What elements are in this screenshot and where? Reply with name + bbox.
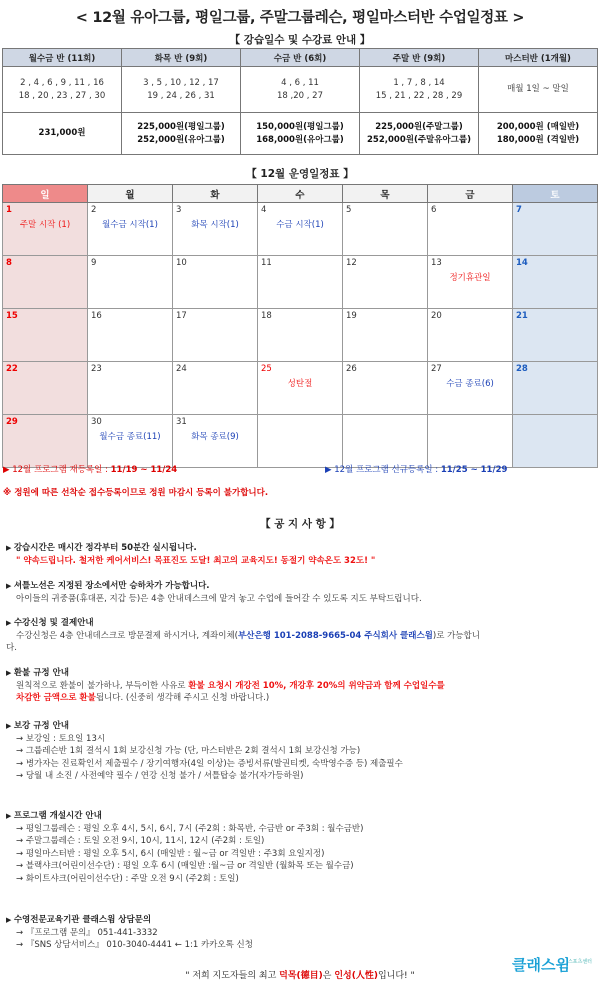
- calendar-day-cell: [88, 362, 173, 415]
- calendar-day-cell: [513, 256, 598, 309]
- page-title: < 12월 유아그룹, 평일그룹, 주말그룹레슨, 평일마스터반 수업일정표 >: [75, 10, 525, 26]
- calendar-day-number: 27: [431, 364, 442, 374]
- calendar-day-number: 13: [431, 258, 442, 268]
- fees-price-cell: 200,000원 (매일반) 180,000원 (격일반): [479, 113, 598, 155]
- calendar-week-row: [3, 415, 598, 468]
- calendar-week-row: [3, 203, 598, 256]
- calendar-day-cell: [88, 256, 173, 309]
- calendar-day-number: 18: [261, 311, 272, 321]
- fees-header: 수금 반 (6회): [241, 49, 360, 67]
- capacity-warning: ※ 정원에 따른 선착순 접수등록이므로 정원 마감시 등록이 불가합니다.: [3, 488, 269, 498]
- calendar-day-cell: [343, 309, 428, 362]
- calendar-day-cell: [173, 203, 258, 256]
- calendar-day-cell: [343, 362, 428, 415]
- calendar-day-cell: [513, 203, 598, 256]
- calendar-day-number: 7: [516, 205, 522, 215]
- calendar-day-cell: [428, 256, 513, 309]
- calendar-day-number: 3: [176, 205, 182, 215]
- calendar-event: 화목 종료(9): [191, 432, 239, 442]
- fees-price-cell: 225,000원(주말그룹) 252,000원(주말유아그룹): [360, 113, 479, 155]
- notice-title: 【 공 지 사 항 】: [260, 518, 340, 530]
- weekday-fri: 금: [428, 185, 513, 203]
- calendar-event: 성탄절: [287, 379, 313, 389]
- calendar-week-row: [3, 309, 598, 362]
- calendar-day-cell: [258, 203, 343, 256]
- calendar-day-number: 17: [176, 311, 187, 321]
- weekday-thu: 목: [343, 185, 428, 203]
- calendar-day-number: 19: [346, 311, 357, 321]
- notice-makeup: ▶ 보강 규정 안내 → 보강일 : 토요일 13시 → 그룹레슨반 1회 결석시 1회 보강신청 가능 (단, 마스터반은 2회 결석시 1회 보강신청 가능) → 병가자는 진료확인서 제출필수 / 장기여행자(4일 이상)는 증빙서류(발권티켓, 숙박영수증 등) 제출필수 → 당월 내 소진 / 사전예약 필수 / 연강 신청 불가 / 셔틀탑승 불가(자가등하원): [6, 720, 596, 783]
- calendar-day-number: 1: [6, 205, 12, 215]
- calendar-day-number: 4: [261, 205, 267, 215]
- fees-days-cell: 4 , 6 , 11 18 ,20 , 27: [241, 67, 360, 113]
- fees-price-cell: 225,000원(평일그룹) 252,000원(유아그룹): [122, 113, 241, 155]
- calendar-day-cell: [88, 415, 173, 468]
- calendar-event: 화목 시작(1): [191, 220, 239, 230]
- notice-lesson-time: ▶ 강습시간은 매시간 정각부터 50분간 실시됩니다. " 약속드립니다. 철저한 케어서비스! 목표진도 도달! 최고의 교육지도! 동절기 약속온도 32도! ": [6, 542, 596, 567]
- calendar-day-number: 25: [261, 364, 272, 374]
- calendar-day-cell: [258, 309, 343, 362]
- calendar-day-number: 22: [6, 364, 18, 374]
- fees-price-cell: 231,000원: [3, 113, 122, 155]
- calendar-day-cell: [428, 203, 513, 256]
- calendar-day-number: 28: [516, 364, 528, 374]
- calendar-day-cell: [3, 415, 88, 468]
- fees-header-row: [3, 49, 598, 67]
- calendar-day-number: 11: [261, 258, 272, 268]
- calendar-day-number: 26: [346, 364, 357, 374]
- calendar-day-number: 23: [91, 364, 102, 374]
- calendar-day-number: 14: [516, 258, 528, 268]
- notice-refund: ▶ 환불 규정 안내 원칙적으로 환불이 불가하나, 부득이한 사유로 환불 요청시 개강전 10%, 개강후 20%의 위약금과 함께 수업일수를 차감한 금액으로 환불됩니다. (신중히 생각해 주시고 신청 바랍니다.): [6, 667, 596, 705]
- fees-header: 마스터반 (1개월): [479, 49, 598, 67]
- calendar-table: [2, 184, 598, 468]
- calendar-day-cell: [173, 415, 258, 468]
- calendar-day-cell: [173, 309, 258, 362]
- calendar-section-title: 【 12월 운영일정표 】: [246, 168, 354, 180]
- fees-days-cell: 3 , 5 , 10 , 12 , 17 19 , 24 , 26 , 31: [122, 67, 241, 113]
- notice-shuttle: ▶ 셔틀노선은 지정된 장소에서만 승하차가 가능합니다. 아이들의 귀중품(휴대폰, 지갑 등)은 4층 안내데스크에 맡겨 놓고 수업에 들어갈 수 있도록 지도 부탁드립니다.: [6, 580, 596, 605]
- notice-payment: ▶ 수강신청 및 결제안내 수강신청은 4층 안내데스크로 방문결제 하시거나, 계좌이체(부산은행 101-2088-9665-04 주식회사 클래스윔)로 가능합니 다.: [6, 617, 596, 655]
- calendar-day-number: 10: [176, 258, 187, 268]
- calendar-day-cell: [258, 362, 343, 415]
- calendar-day-cell: [173, 256, 258, 309]
- calendar-day-number: 8: [6, 258, 12, 268]
- calendar-week-row: [3, 256, 598, 309]
- weekday-sun: 일: [3, 185, 88, 203]
- calendar-event: 월수금 종료(11): [99, 432, 161, 442]
- calendar-day-cell: [258, 415, 343, 468]
- calendar-day-cell: [3, 203, 88, 256]
- weekday-wed: 수: [258, 185, 343, 203]
- calendar-event: 월수금 시작(1): [102, 220, 158, 230]
- calendar-day-number: 5: [346, 205, 352, 215]
- calendar-day-cell: [343, 256, 428, 309]
- calendar-day-cell: [343, 203, 428, 256]
- fees-header: 월수금 반 (11회): [3, 49, 122, 67]
- calendar-day-cell: [258, 256, 343, 309]
- calendar-day-cell: [428, 362, 513, 415]
- calendar-day-cell: [173, 362, 258, 415]
- calendar-day-cell: [3, 362, 88, 415]
- calendar-day-cell: [88, 203, 173, 256]
- calendar-day-number: 24: [176, 364, 187, 374]
- fees-header: 화목 반 (9회): [122, 49, 241, 67]
- calendar-day-number: 6: [431, 205, 437, 215]
- brand-logo: 클래스윔 스포츠센터: [512, 956, 592, 974]
- calendar-day-cell: [428, 415, 513, 468]
- calendar-weekday-row: [3, 185, 598, 203]
- calendar-week-row: [3, 362, 598, 415]
- fees-days-cell: 매월 1일 ~ 말일: [479, 67, 598, 113]
- fees-header: 주말 반 (9회): [360, 49, 479, 67]
- fees-days-row: [3, 67, 598, 113]
- calendar-day-number: 16: [91, 311, 102, 321]
- calendar-day-cell: [513, 309, 598, 362]
- calendar-day-cell: [513, 362, 598, 415]
- new-registration: ▶ 12월 프로그램 신규등록일 : 11/25 ~ 11/29: [325, 465, 508, 475]
- fees-table: [2, 48, 598, 155]
- re-registration: ▶ 12월 프로그램 재등록일 : 11/19 ~ 11/24: [3, 465, 178, 475]
- notice-contact: ▶ 수영전문교육기관 클래스윔 상담문의 → 『프로그램 문의』 051-441-3332 → 『SNS 상담서비스』 010-3040-4441 ← 1:1 카카오톡 신청: [6, 914, 596, 952]
- calendar-day-number: 29: [6, 417, 18, 427]
- weekday-tue: 화: [173, 185, 258, 203]
- calendar-day-number: 12: [346, 258, 357, 268]
- calendar-day-number: 31: [176, 417, 187, 427]
- weekday-mon: 월: [88, 185, 173, 203]
- calendar-day-number: 20: [431, 311, 442, 321]
- fees-days-cell: 2 , 4 , 6 , 9 , 11 , 16 18 , 20 , 23 , 27 , 30: [3, 67, 122, 113]
- calendar-day-cell: [3, 256, 88, 309]
- calendar-day-number: 9: [91, 258, 97, 268]
- fees-price-row: [3, 113, 598, 155]
- calendar-day-cell: [88, 309, 173, 362]
- calendar-event: 수금 시작(1): [276, 220, 324, 230]
- calendar-day-cell: [428, 309, 513, 362]
- notice-program-times: ▶ 프로그램 개설시간 안내 → 평일그룹레슨 : 평일 오후 4시, 5시, 6시, 7시 (주2회 : 화목반, 수금반 or 주3회 : 월수금반) → 주말그룹레슨 : 토일 오전 9시, 10시, 11시, 12시 (주2회 : 토일) → 평일마스터반 : 평일 오후 5시, 6시 (매일반 : 월~금 or 격일반 : 주3회 요일지정) → 블랙샤크(어린이선수단) : 평일 오후 6시 (매일반 :월~금 or 격일반 (월화목 또는 월수금) → 화이트샤크(어린이선수단) : 주말 오전 9시 (주2회 : 토일): [6, 810, 596, 885]
- calendar-day-cell: [3, 309, 88, 362]
- fees-days-cell: 1 , 7 , 8 , 14 15 , 21 , 22 , 28 , 29: [360, 67, 479, 113]
- calendar-day-number: 2: [91, 205, 97, 215]
- calendar-event: 수금 종료(6): [446, 379, 494, 389]
- calendar-event: 주말 시작 (1): [19, 220, 71, 230]
- weekday-sat: 토: [513, 185, 598, 203]
- calendar-day-number: 21: [516, 311, 528, 321]
- calendar-day-cell: [513, 415, 598, 468]
- fees-price-cell: 150,000원(평일그룹) 168,000원(유아그룹): [241, 113, 360, 155]
- calendar-event: 정기휴관일: [449, 273, 491, 283]
- fees-section-title: 【 강습일수 및 수강료 안내 】: [229, 34, 371, 46]
- calendar-day-cell: [343, 415, 428, 468]
- closing-slogan: " 저희 지도자들의 최고 덕목(德目)은 인성(人性)입니다! ": [185, 971, 415, 981]
- calendar-day-number: 15: [6, 311, 18, 321]
- calendar-day-number: 30: [91, 417, 102, 427]
